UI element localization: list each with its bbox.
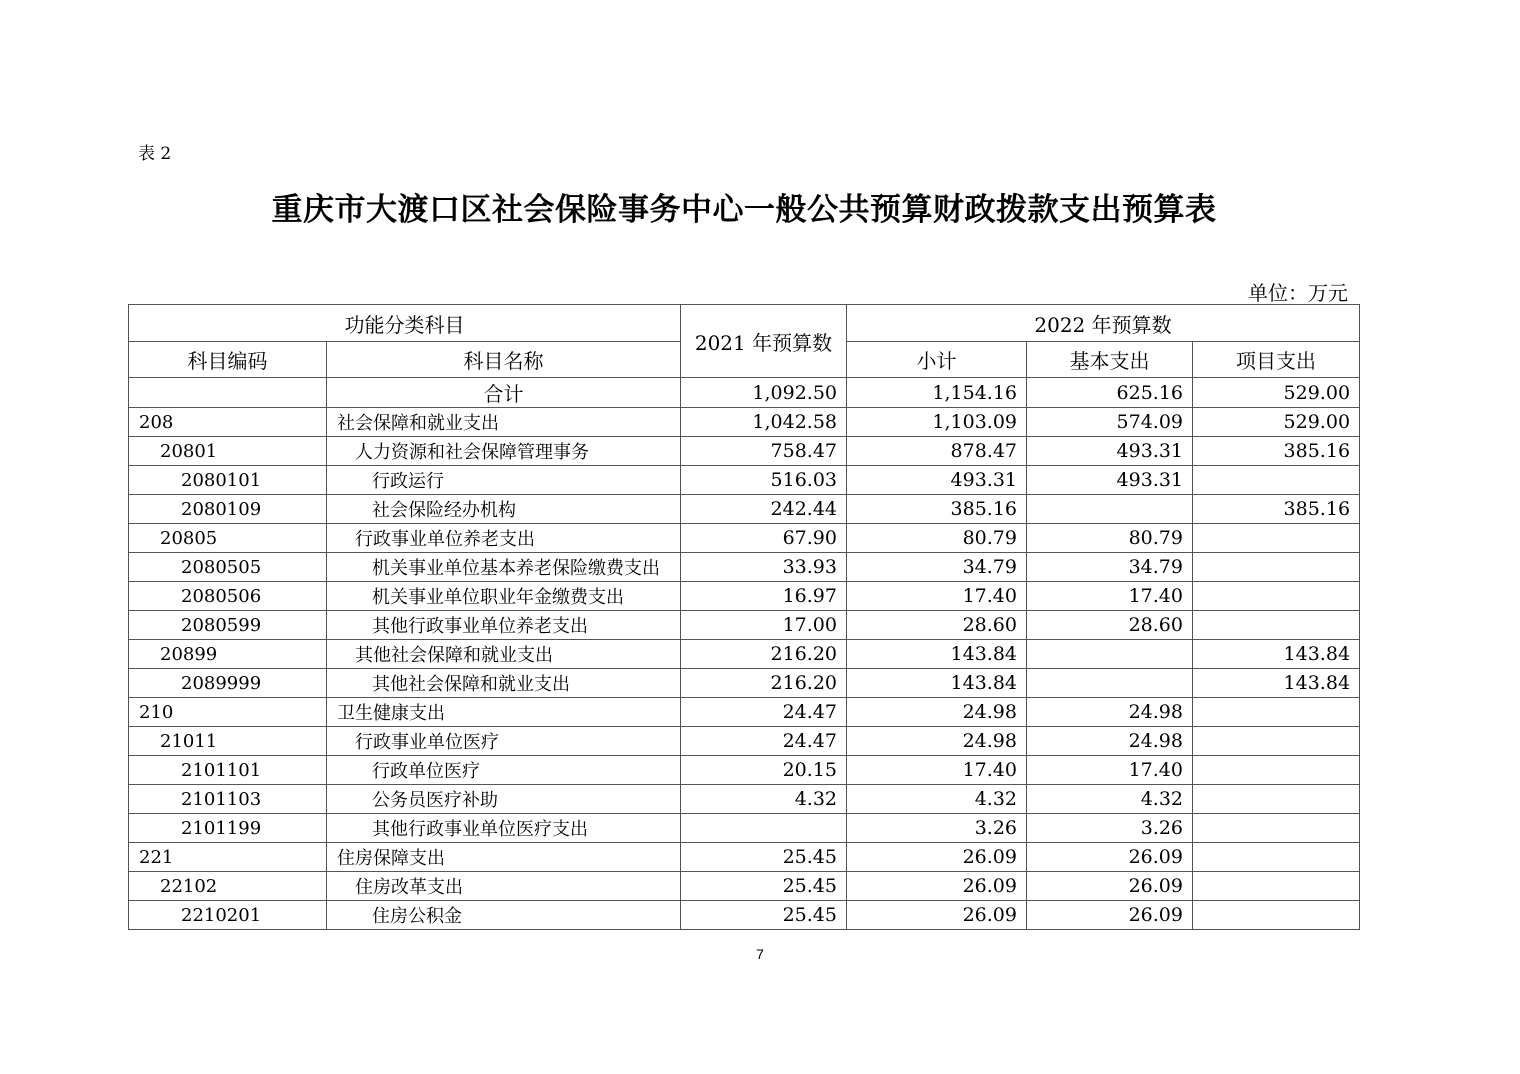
cell-code: 2080109 <box>129 495 327 524</box>
cell-code: 2080599 <box>129 611 327 640</box>
header-basic: 基本支出 <box>1027 342 1193 378</box>
cell-basic <box>1027 640 1193 669</box>
cell-code: 208 <box>129 408 327 437</box>
cell-project <box>1193 727 1360 756</box>
cell-subtotal: 878.47 <box>847 437 1027 466</box>
cell-name: 住房公积金 <box>327 901 681 930</box>
cell-subtotal: 26.09 <box>847 872 1027 901</box>
cell-project <box>1193 901 1360 930</box>
cell-subtotal: 493.31 <box>847 466 1027 495</box>
cell-basic <box>1027 495 1193 524</box>
cell-name: 机关事业单位职业年金缴费支出 <box>327 582 681 611</box>
cell-project: 385.16 <box>1193 495 1360 524</box>
cell-name: 机关事业单位基本养老保险缴费支出 <box>327 553 681 582</box>
total-row <box>129 378 1360 408</box>
table-row <box>129 669 1360 698</box>
cell-subtotal: 80.79 <box>847 524 1027 553</box>
total-subtotal: 1,154.16 <box>847 378 1027 408</box>
cell-2021: 16.97 <box>681 582 847 611</box>
cell-code: 2080506 <box>129 582 327 611</box>
cell-basic <box>1027 669 1193 698</box>
cell-2021 <box>681 814 847 843</box>
cell-subtotal: 3.26 <box>847 814 1027 843</box>
total-2021: 1,092.50 <box>681 378 847 408</box>
cell-subtotal: 385.16 <box>847 495 1027 524</box>
table-row <box>129 698 1360 727</box>
cell-project <box>1193 698 1360 727</box>
table-row <box>129 872 1360 901</box>
cell-basic: 3.26 <box>1027 814 1193 843</box>
cell-basic: 4.32 <box>1027 785 1193 814</box>
header-subtotal: 小计 <box>847 342 1027 378</box>
cell-2021: 25.45 <box>681 872 847 901</box>
cell-project <box>1193 524 1360 553</box>
cell-subtotal: 4.32 <box>847 785 1027 814</box>
header-code: 科目编码 <box>129 342 327 378</box>
cell-code: 20899 <box>129 640 327 669</box>
page-title: 重庆市大渡口区社会保险事务中心一般公共预算财政拨款支出预算表 <box>271 192 1217 228</box>
cell-subtotal: 26.09 <box>847 901 1027 930</box>
cell-2021: 758.47 <box>681 437 847 466</box>
cell-code: 2080101 <box>129 466 327 495</box>
cell-2021: 20.15 <box>681 756 847 785</box>
cell-project <box>1193 611 1360 640</box>
cell-basic: 17.40 <box>1027 756 1193 785</box>
header-functional-category: 功能分类科目 <box>129 305 681 342</box>
cell-basic: 24.98 <box>1027 727 1193 756</box>
cell-name: 住房改革支出 <box>327 872 681 901</box>
total-code-cell <box>129 378 327 408</box>
cell-2021: 516.03 <box>681 466 847 495</box>
cell-project <box>1193 466 1360 495</box>
cell-2021: 67.90 <box>681 524 847 553</box>
cell-name: 住房保障支出 <box>327 843 681 872</box>
table-label: 表 2 <box>138 144 172 164</box>
cell-subtotal: 28.60 <box>847 611 1027 640</box>
cell-project: 385.16 <box>1193 437 1360 466</box>
page-number: 7 <box>756 946 764 962</box>
table-row <box>129 553 1360 582</box>
cell-subtotal: 24.98 <box>847 698 1027 727</box>
cell-code: 20801 <box>129 437 327 466</box>
cell-2021: 216.20 <box>681 640 847 669</box>
header-budget-2021: 2021 年预算数 <box>681 305 847 378</box>
cell-2021: 4.32 <box>681 785 847 814</box>
cell-name: 其他行政事业单位医疗支出 <box>327 814 681 843</box>
cell-basic: 28.60 <box>1027 611 1193 640</box>
cell-project <box>1193 582 1360 611</box>
cell-code: 2089999 <box>129 669 327 698</box>
cell-subtotal: 1,103.09 <box>847 408 1027 437</box>
cell-subtotal: 143.84 <box>847 669 1027 698</box>
cell-code: 210 <box>129 698 327 727</box>
cell-code: 2101103 <box>129 785 327 814</box>
table-row <box>129 727 1360 756</box>
cell-2021: 24.47 <box>681 698 847 727</box>
table-row <box>129 408 1360 437</box>
table-row <box>129 582 1360 611</box>
cell-basic: 26.09 <box>1027 901 1193 930</box>
table-row <box>129 611 1360 640</box>
cell-project: 143.84 <box>1193 640 1360 669</box>
cell-subtotal: 143.84 <box>847 640 1027 669</box>
cell-code: 20805 <box>129 524 327 553</box>
cell-2021: 17.00 <box>681 611 847 640</box>
cell-2021: 242.44 <box>681 495 847 524</box>
cell-2021: 25.45 <box>681 843 847 872</box>
cell-code: 21011 <box>129 727 327 756</box>
cell-project: 529.00 <box>1193 408 1360 437</box>
cell-project <box>1193 872 1360 901</box>
cell-basic: 24.98 <box>1027 698 1193 727</box>
cell-basic: 34.79 <box>1027 553 1193 582</box>
table-row <box>129 524 1360 553</box>
cell-subtotal: 26.09 <box>847 843 1027 872</box>
cell-name: 行政单位医疗 <box>327 756 681 785</box>
cell-name: 行政运行 <box>327 466 681 495</box>
cell-code: 2080505 <box>129 553 327 582</box>
cell-name: 人力资源和社会保障管理事务 <box>327 437 681 466</box>
cell-2021: 1,042.58 <box>681 408 847 437</box>
table-row <box>129 466 1360 495</box>
cell-name: 卫生健康支出 <box>327 698 681 727</box>
cell-basic: 17.40 <box>1027 582 1193 611</box>
total-label: 合计 <box>327 378 681 408</box>
table-row <box>129 843 1360 872</box>
cell-code: 2210201 <box>129 901 327 930</box>
table-row <box>129 756 1360 785</box>
cell-2021: 25.45 <box>681 901 847 930</box>
cell-name: 其他行政事业单位养老支出 <box>327 611 681 640</box>
table-row <box>129 901 1360 930</box>
cell-basic: 26.09 <box>1027 872 1193 901</box>
table-row <box>129 437 1360 466</box>
cell-subtotal: 17.40 <box>847 582 1027 611</box>
total-basic: 625.16 <box>1027 378 1193 408</box>
cell-name: 其他社会保障和就业支出 <box>327 640 681 669</box>
cell-subtotal: 34.79 <box>847 553 1027 582</box>
cell-code: 2101199 <box>129 814 327 843</box>
cell-code: 22102 <box>129 872 327 901</box>
cell-name: 公务员医疗补助 <box>327 785 681 814</box>
cell-project <box>1193 814 1360 843</box>
cell-2021: 33.93 <box>681 553 847 582</box>
header-project: 项目支出 <box>1193 342 1360 378</box>
cell-project <box>1193 843 1360 872</box>
cell-basic: 493.31 <box>1027 437 1193 466</box>
cell-name: 其他社会保障和就业支出 <box>327 669 681 698</box>
cell-subtotal: 17.40 <box>847 756 1027 785</box>
cell-project <box>1193 553 1360 582</box>
cell-name: 行政事业单位养老支出 <box>327 524 681 553</box>
cell-basic: 574.09 <box>1027 408 1193 437</box>
cell-name: 行政事业单位医疗 <box>327 727 681 756</box>
cell-2021: 24.47 <box>681 727 847 756</box>
cell-code: 221 <box>129 843 327 872</box>
total-project: 529.00 <box>1193 378 1360 408</box>
cell-name: 社会保障和就业支出 <box>327 408 681 437</box>
cell-code: 2101101 <box>129 756 327 785</box>
table-row <box>129 814 1360 843</box>
cell-name: 社会保险经办机构 <box>327 495 681 524</box>
table-row <box>129 640 1360 669</box>
cell-basic: 493.31 <box>1027 466 1193 495</box>
table-row <box>129 495 1360 524</box>
header-budget-2022: 2022 年预算数 <box>847 305 1360 342</box>
cell-project <box>1193 756 1360 785</box>
cell-project: 143.84 <box>1193 669 1360 698</box>
table-row <box>129 785 1360 814</box>
cell-subtotal: 24.98 <box>847 727 1027 756</box>
cell-project <box>1193 785 1360 814</box>
cell-basic: 26.09 <box>1027 843 1193 872</box>
header-name: 科目名称 <box>327 342 681 378</box>
unit-label: 单位：万元 <box>1248 281 1348 305</box>
cell-basic: 80.79 <box>1027 524 1193 553</box>
cell-2021: 216.20 <box>681 669 847 698</box>
budget-table <box>128 304 1360 930</box>
